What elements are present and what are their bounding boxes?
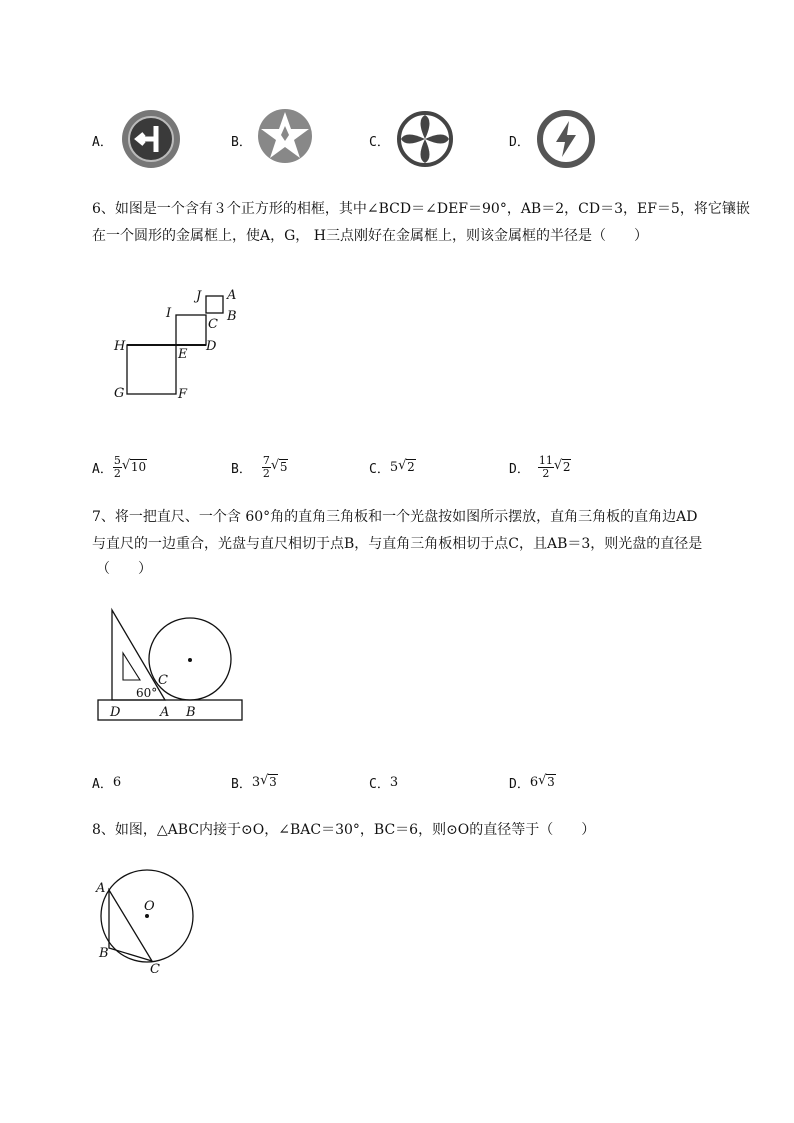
label-i: I — [166, 306, 172, 321]
q6-option-d-fraction: $\frac{11}{2}$ — [538, 453, 553, 480]
q7-option-d-label: D． — [509, 776, 530, 792]
q8-question-line1: 8、如图，△ABC内接于⊙O，∠BAC＝30°，BC＝6，则⊙O的直径等于（ ） — [92, 822, 596, 838]
q6-option-c-label: C． — [369, 461, 390, 477]
q6-option-b-radicand: 5 — [279, 460, 288, 474]
q7-option-d-coef: 6 — [529, 774, 539, 790]
q7-question-line1: 7、将一把直尺、一个含 60°角的直角三角板和一个光盘按如图所示摆放，直角三角板的直角边AD — [92, 509, 698, 525]
q7-question-line2: 与直尺的一边重合，光盘与直尺相切于点B，与直角三角板相切于点C，且AB＝3，则光盘的直径是 — [92, 536, 703, 552]
q7-option-a — [92, 772, 121, 792]
q6-option-b: B． $\frac{7}{2}$ √ 5 — [231, 453, 288, 480]
q5-option-c-label: C． — [369, 135, 390, 150]
q7-option-b-radicand: 3 — [269, 775, 277, 789]
label-c: C — [208, 317, 218, 332]
q7-option-b: B． 3 √ 3 — [231, 773, 277, 792]
label-j: J — [196, 289, 202, 304]
q7-option-c — [369, 772, 398, 792]
q5-option-d-label: D． — [509, 135, 530, 150]
q7-question-line3: （ ） — [96, 561, 152, 577]
q7-option-a-label: A． — [92, 776, 113, 792]
label-h: H — [114, 339, 126, 354]
q6-question-line2: 在一个圆形的金属框上，使A，G， H三点刚好在金属框上，则该金属框的半径是（ ） — [92, 228, 648, 244]
q7-option-b-coef: 3 — [251, 774, 261, 790]
label-d: D — [110, 705, 121, 720]
q7-option-a-value: 6 — [112, 774, 122, 790]
label-g: G — [114, 386, 125, 401]
q6-option-b-label: B． — [231, 461, 252, 477]
q6-option-a-fraction: $\frac{5}{2}$ — [113, 453, 121, 480]
q6-figure-three-squares — [110, 285, 250, 405]
q7-figure-ruler-triangle-disc — [90, 605, 250, 725]
q7-option-b-label: B． — [231, 776, 252, 792]
four-petal-circle-icon — [396, 110, 454, 168]
label-a: A — [96, 881, 106, 896]
q6-option-b-fraction: $\frac{7}{2}$ — [262, 453, 270, 480]
label-c: C — [150, 962, 160, 977]
turn-arrow-sign-icon — [120, 108, 182, 170]
q6-option-d-label: D． — [509, 461, 530, 477]
q6-option-a: A． $\frac{5}{2}$ √ 10 — [92, 453, 147, 480]
label-60-degree: 60° — [136, 686, 158, 700]
center-o — [145, 914, 149, 918]
q7-option-d-radicand: 3 — [547, 775, 555, 789]
label-a: A — [160, 705, 170, 720]
q7-option-c-label: C． — [369, 776, 390, 792]
q6-question-line1: 6、如图是一个含有３个正方形的相框，其中∠BCD＝∠DEF＝90°，AB＝2，CD＝3，EF＝5，将它镶嵌 — [92, 201, 750, 217]
q6-option-a-radicand: 10 — [130, 460, 147, 474]
label-a: A — [227, 288, 237, 303]
label-f: F — [178, 387, 188, 402]
label-b: B — [99, 946, 109, 961]
q6-option-c-radicand: 2 — [407, 460, 415, 474]
q6-option-d-radicand: 2 — [562, 460, 571, 474]
label-o: O — [144, 899, 155, 914]
label-b: B — [186, 705, 196, 720]
set-square-inner-hole — [123, 653, 140, 680]
q7-option-c-value: 3 — [389, 774, 399, 790]
label-b: B — [227, 309, 237, 324]
q6-option-c: C． 5 √ 2 — [369, 458, 415, 477]
q6-option-d: D． $\frac{11}{2}$ √ 2 — [509, 453, 571, 480]
label-d: D — [206, 339, 217, 354]
q6-option-a-label: A． — [92, 461, 113, 477]
label-c: C — [158, 673, 168, 688]
q6-option-c-coef: 5 — [389, 459, 399, 475]
star-circle-icon — [254, 108, 316, 164]
q7-option-d: D． 6 √ 3 — [509, 773, 555, 792]
q5-option-b-label: B． — [231, 135, 252, 150]
q8-figure-inscribed-triangle — [92, 862, 202, 980]
q5-option-a-label: A． — [92, 135, 113, 150]
disc-center — [188, 658, 192, 662]
lightning-circle-icon — [536, 109, 596, 169]
middle-square — [176, 315, 206, 345]
small-square — [206, 296, 223, 313]
label-e: E — [178, 347, 188, 362]
large-square — [127, 345, 176, 394]
